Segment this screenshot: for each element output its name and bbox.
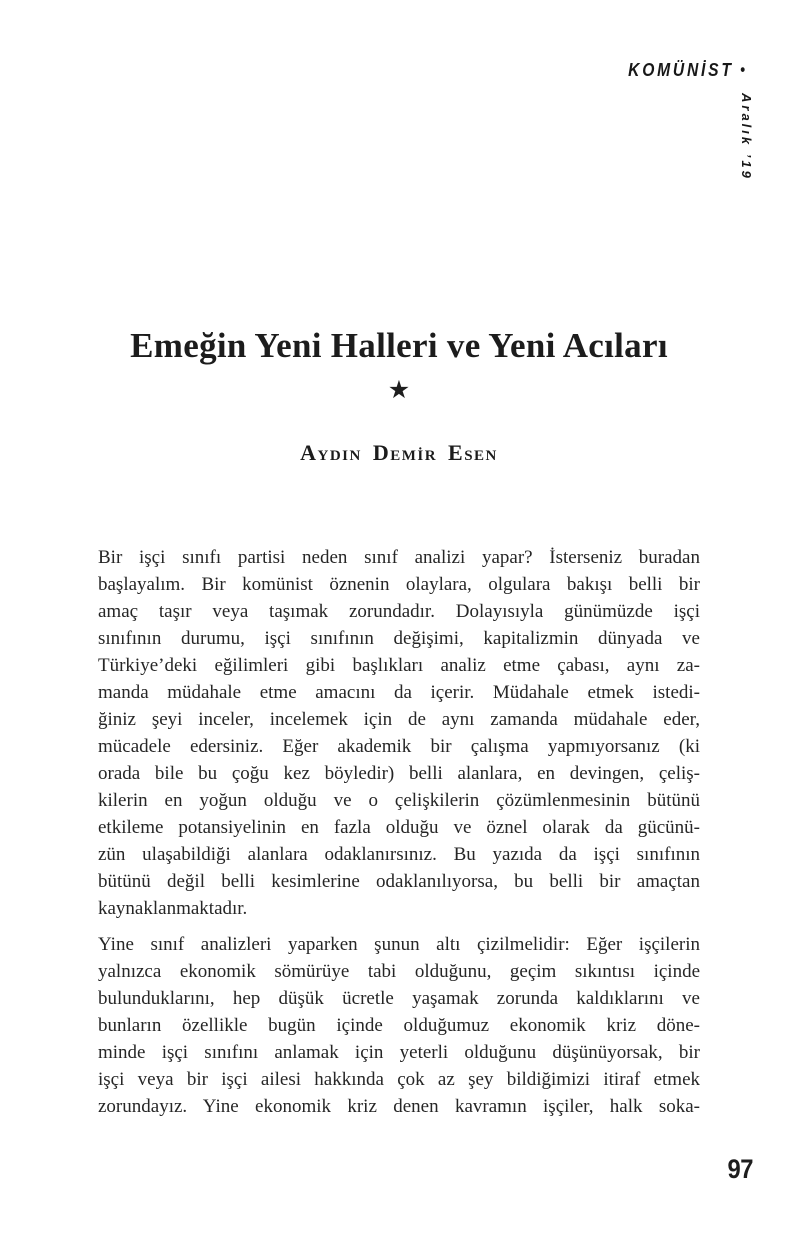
- body-line: başlayalım. Bir komünist öznenin olaylara, olgulara bakışı belli bir: [98, 574, 700, 595]
- journal-name: KOMÜNİST: [628, 60, 734, 81]
- body-line: kaynaklanmaktadır.: [98, 898, 248, 919]
- body-line: yalnızca ekonomik sömürüye tabi olduğunu, geçim sıkıntısı içinde: [98, 961, 700, 982]
- body-line: bütünü değil belli kesimlerine odaklanılıyorsa, bu belli bir amaçtan: [98, 871, 700, 892]
- body-line: mücadele edersiniz. Eğer akademik bir çalışma yapmıyorsanız (ki: [98, 736, 700, 757]
- body-line: etkileme potansiyelinin en fazla olduğu ve öznel olarak da gücünü-: [98, 817, 700, 838]
- body-line: amaç taşır veya taşımak zorundadır. Dolayısıyla günümüzde işçi: [98, 601, 700, 622]
- body-line: bunların özellikle bugün içinde olduğumuz ekonomik kriz döne-: [98, 1015, 700, 1036]
- body-line: zün ulaşabildiği alanlara odaklanırsınız. Bu yazıda da işçi sınıfının: [98, 844, 700, 865]
- page-number: 97: [727, 1154, 753, 1184]
- author-name: Aydın Demir Esen: [300, 440, 498, 465]
- body-line: Bir işçi sınıfı partisi neden sınıf analizi yapar? İsterseniz buradan: [98, 547, 700, 568]
- bullet-icon: •: [740, 61, 745, 80]
- body-line: sınıfının durumu, işçi sınıfının değişimi, kapitalizmin dünyada ve: [98, 628, 700, 649]
- body-line: işçi veya bir işçi ailesi hakkında çok az şey bildiğimizi itiraf etmek: [98, 1069, 700, 1090]
- body-line: orada bile bu çoğu kez böyledir) belli alanlara, en devingen, çeliş-: [98, 763, 700, 784]
- issue-date-vertical: Aralık ’19: [739, 93, 754, 181]
- body-line: bulunduklarını, hep düşük ücretle yaşamak zorunda kaldıklarını ve: [98, 988, 700, 1009]
- body-line: ğiniz şeyi inceler, incelemek için de aynı zamanda müdahale eder,: [98, 709, 700, 730]
- body-line: zorundayız. Yine ekonomik kriz denen kavramın işçiler, halk soka-: [98, 1096, 700, 1117]
- body-line: manda müdahale etme amacını da içerir. Müdahale etmek istedi-: [98, 682, 700, 703]
- article-body: [98, 544, 700, 1129]
- paragraph-1: [98, 544, 700, 922]
- journal-header: [628, 60, 745, 82]
- body-line: minde işçi sınıfını anlamak için yeterli olduğunu düşünüyorsak, bir: [98, 1042, 700, 1063]
- paragraph-2: [98, 931, 700, 1120]
- body-line: Türkiye’deki eğilimleri gibi başlıkları analiz etme çabası, aynı za-: [98, 655, 700, 676]
- body-line: kilerin en yoğun olduğu ve o çelişkilerin çözümlenmesinin bütünü: [98, 790, 700, 811]
- star-divider-icon: ★: [387, 377, 411, 404]
- body-line: Yine sınıf analizleri yaparken şunun altı çizilmelidir: Eğer işçilerin: [98, 934, 700, 955]
- article-title: Emeğin Yeni Halleri ve Yeni Acıları: [130, 326, 668, 365]
